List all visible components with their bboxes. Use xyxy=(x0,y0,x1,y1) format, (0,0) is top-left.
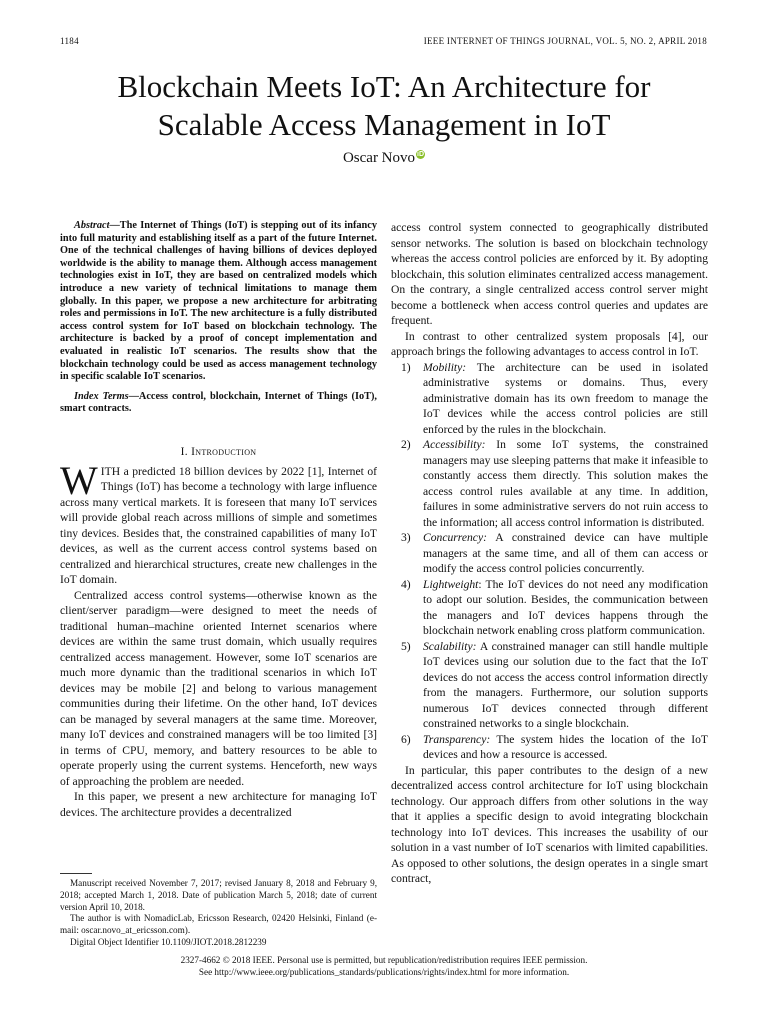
list-item xyxy=(391,732,708,763)
abstract-label: Abstract xyxy=(74,220,110,231)
paragraph-particular: In particular, this paper contributes to the design of a new decentralized access control architecture for IoT using blockchain technology. Our approach differs from other solutions in the way that it applies a specific design to avoid integrating blockchain technology into IoT devices. This increases the usability of our solution in a vast number of IoT scenarios with limited capabilities. As opposed to other solutions, the design operates in a single smart contract, xyxy=(391,763,708,885)
list-item xyxy=(391,437,708,530)
list-text: The architecture can be used in isolated administrative systems or domains. Thus, every administrative domain has its own freedom to manage the IoT devices while the access control policies are still enforced by the rules in the blockchain. xyxy=(423,360,708,436)
list-term: Scalability: xyxy=(423,639,477,653)
footnote-doi: Digital Object Identifier 10.1109/JIOT.2018.2812239 xyxy=(70,936,267,947)
copyright-line-2[interactable]: See http://www.ieee.org/publications_standards/publications/rights/index.html for more information. xyxy=(198,966,570,977)
page-number: 1184 xyxy=(60,36,79,46)
paper-title xyxy=(60,68,708,144)
list-number: 4) xyxy=(401,577,411,591)
intro-paragraph-1-text: a predicted 18 billion devices by 2022 [1], Internet of Things (IoT) has become a technology with large influence across many vertical markets. It is foreseen that many IoT services will provide global reach across millions of simple and sometimes tiny devices. Besides that, the constrained capabilities of many IoT devices, as well as the current access control systems based on centralized and hierarchical structures, create new challenges in the IoT domain. xyxy=(60,464,377,587)
intro-paragraph-1 xyxy=(60,457,377,588)
list-term: Concurrency: xyxy=(423,531,487,544)
section-numeral: I. xyxy=(180,445,192,458)
list-number: 6) xyxy=(401,732,411,746)
section-title: Introduction xyxy=(191,445,257,458)
list-item xyxy=(391,577,708,639)
footnote-author-info: The author is with NomadicLab, Ericsson Research, 02420 Helsinki, Finland (e-mail: oscar.novo_at_ericsson.com). xyxy=(60,913,377,936)
intro-paragraph-3: In this paper, we present a new architecture for managing IoT devices. The architecture provides a decentralized xyxy=(60,790,377,819)
list-term: Accessibility: xyxy=(423,438,486,451)
list-number: 5) xyxy=(401,639,411,653)
title-line-2: Scalable Access Management in IoT xyxy=(157,107,611,142)
abstract-text: —The Internet of Things (IoT) is stepping out of its infancy into full maturity and establishing itself as a part of the future Internet. One of the technical challenges of having billions of devices deployed worldwide is the ability to manage them. Although access management technologies exist in IoT, they are based on centralized models which introduce a new variety of technical limitations to manage them globally. In this paper, we propose a new architecture for arbitrating roles and permissions in IoT. The new architecture is a fully distributed access control system for IoT based on blockchain technology. The architecture is backed by a proof of concept implementation and evaluated in realistic IoT scenarios. The results show that the blockchain technology could be used as access management technology in specific scalable IoT scenarios. xyxy=(60,220,377,383)
paragraph-continued: access control system connected to geographically distributed sensor networks. The solution is based on blockchain technology whereas the access control policies are enforced by it. By adopting blockchain, this solution eliminates centralized access management. On the contrary, a single centralized access control server might become a bottleneck when access control queries and updates are frequent. xyxy=(391,221,708,327)
advantages-list xyxy=(391,360,708,763)
footnotes xyxy=(60,878,377,949)
footnote-divider xyxy=(60,873,92,874)
list-text: The system hides the location of the IoT devices and how a resource is accessed. xyxy=(423,732,708,761)
journal-header: IEEE INTERNET OF THINGS JOURNAL, VOL. 5, NO. 2, APRIL 2018 xyxy=(423,36,707,46)
list-item xyxy=(391,360,708,438)
index-terms-text: —Access control, blockchain, Internet of Things (IoT), smart contracts. xyxy=(60,390,377,415)
list-text: A constrained device can have multiple managers at the same time, and all of them can access or modify the access control policies concurrently. xyxy=(423,531,708,575)
orcid-icon[interactable]: iD xyxy=(417,151,425,158)
list-item xyxy=(391,530,708,577)
copyright-line-1: 2327-4662 © 2018 IEEE. Personal use is permitted, but republication/redistribution requires IEEE permission. xyxy=(180,955,588,965)
left-column xyxy=(60,220,377,820)
title-line-1: Blockchain Meets IoT: An Architecture for xyxy=(117,69,651,104)
section-heading xyxy=(60,446,377,458)
copyright-notice xyxy=(0,955,768,978)
footnote-manuscript: Manuscript received November 7, 2017; revised January 8, 2018 and February 9, 2018; accepted March 1, 2018. Date of publication March 5, 2018; date of current version April 10, 2018. xyxy=(60,878,377,912)
list-item xyxy=(391,639,708,732)
list-text: : The IoT devices do not need any modification to adopt our solution. Besides, the communication between the managers and IoT devices happens through the blockchain network enabling cross platform communication. xyxy=(423,577,708,637)
first-word: ITH xyxy=(100,464,121,478)
list-number: 1) xyxy=(401,360,411,374)
intro-paragraph-2: Centralized access control systems—otherwise known as the client/server paradigm—were designed to meet the needs of traditional human–machine oriented Internet scenarios where devices are within the same trust domain, which usually requires centralized access management. However, some IoT scenarios are much more dynamic than the traditional scenarios in which IoT devices may be mobile [2] and belong to various management communities during their lifetime. On the other hand, IoT devices can be managed by several managers at the same time. Moreover, many IoT devices and constrained managers will be too limited [3] in terms of CPU, memory, and battery resources to be able to operate properly using the current systems. Henceforth, new ways of approaching the problem are needed. xyxy=(60,588,377,788)
abstract xyxy=(60,220,377,384)
list-text: In some IoT systems, the constrained managers may use sleeping patterns that make it infeasible to constantly access them directly. This solution makes the access control rules available at any time. In addition, failures in some administrative servers do not ruin access to the information; all access control information is distributed. xyxy=(423,438,708,529)
list-term: Transparency: xyxy=(423,732,491,746)
index-terms-label: Index Terms xyxy=(74,390,129,402)
list-term: Mobility: xyxy=(423,360,467,374)
author xyxy=(0,150,768,167)
list-number: 3) xyxy=(401,531,411,544)
list-text: A constrained manager can still handle multiple IoT devices using our solution due to the fact that the IoT devices do not access the access control information directly from the managers. Furthermore, our solution supports numerous IoT devices connected through different constrained networks to a single blockchain. xyxy=(423,639,708,730)
right-column xyxy=(391,220,708,887)
list-number: 2) xyxy=(401,438,411,451)
drop-cap: W xyxy=(60,457,98,503)
list-term: Lightweight xyxy=(423,577,479,591)
index-terms xyxy=(60,391,377,416)
paragraph-contrast: In contrast to other centralized system proposals [4], our approach brings the following advantages to access control in IoT. xyxy=(391,329,708,358)
author-name: Oscar Novo xyxy=(342,150,416,166)
